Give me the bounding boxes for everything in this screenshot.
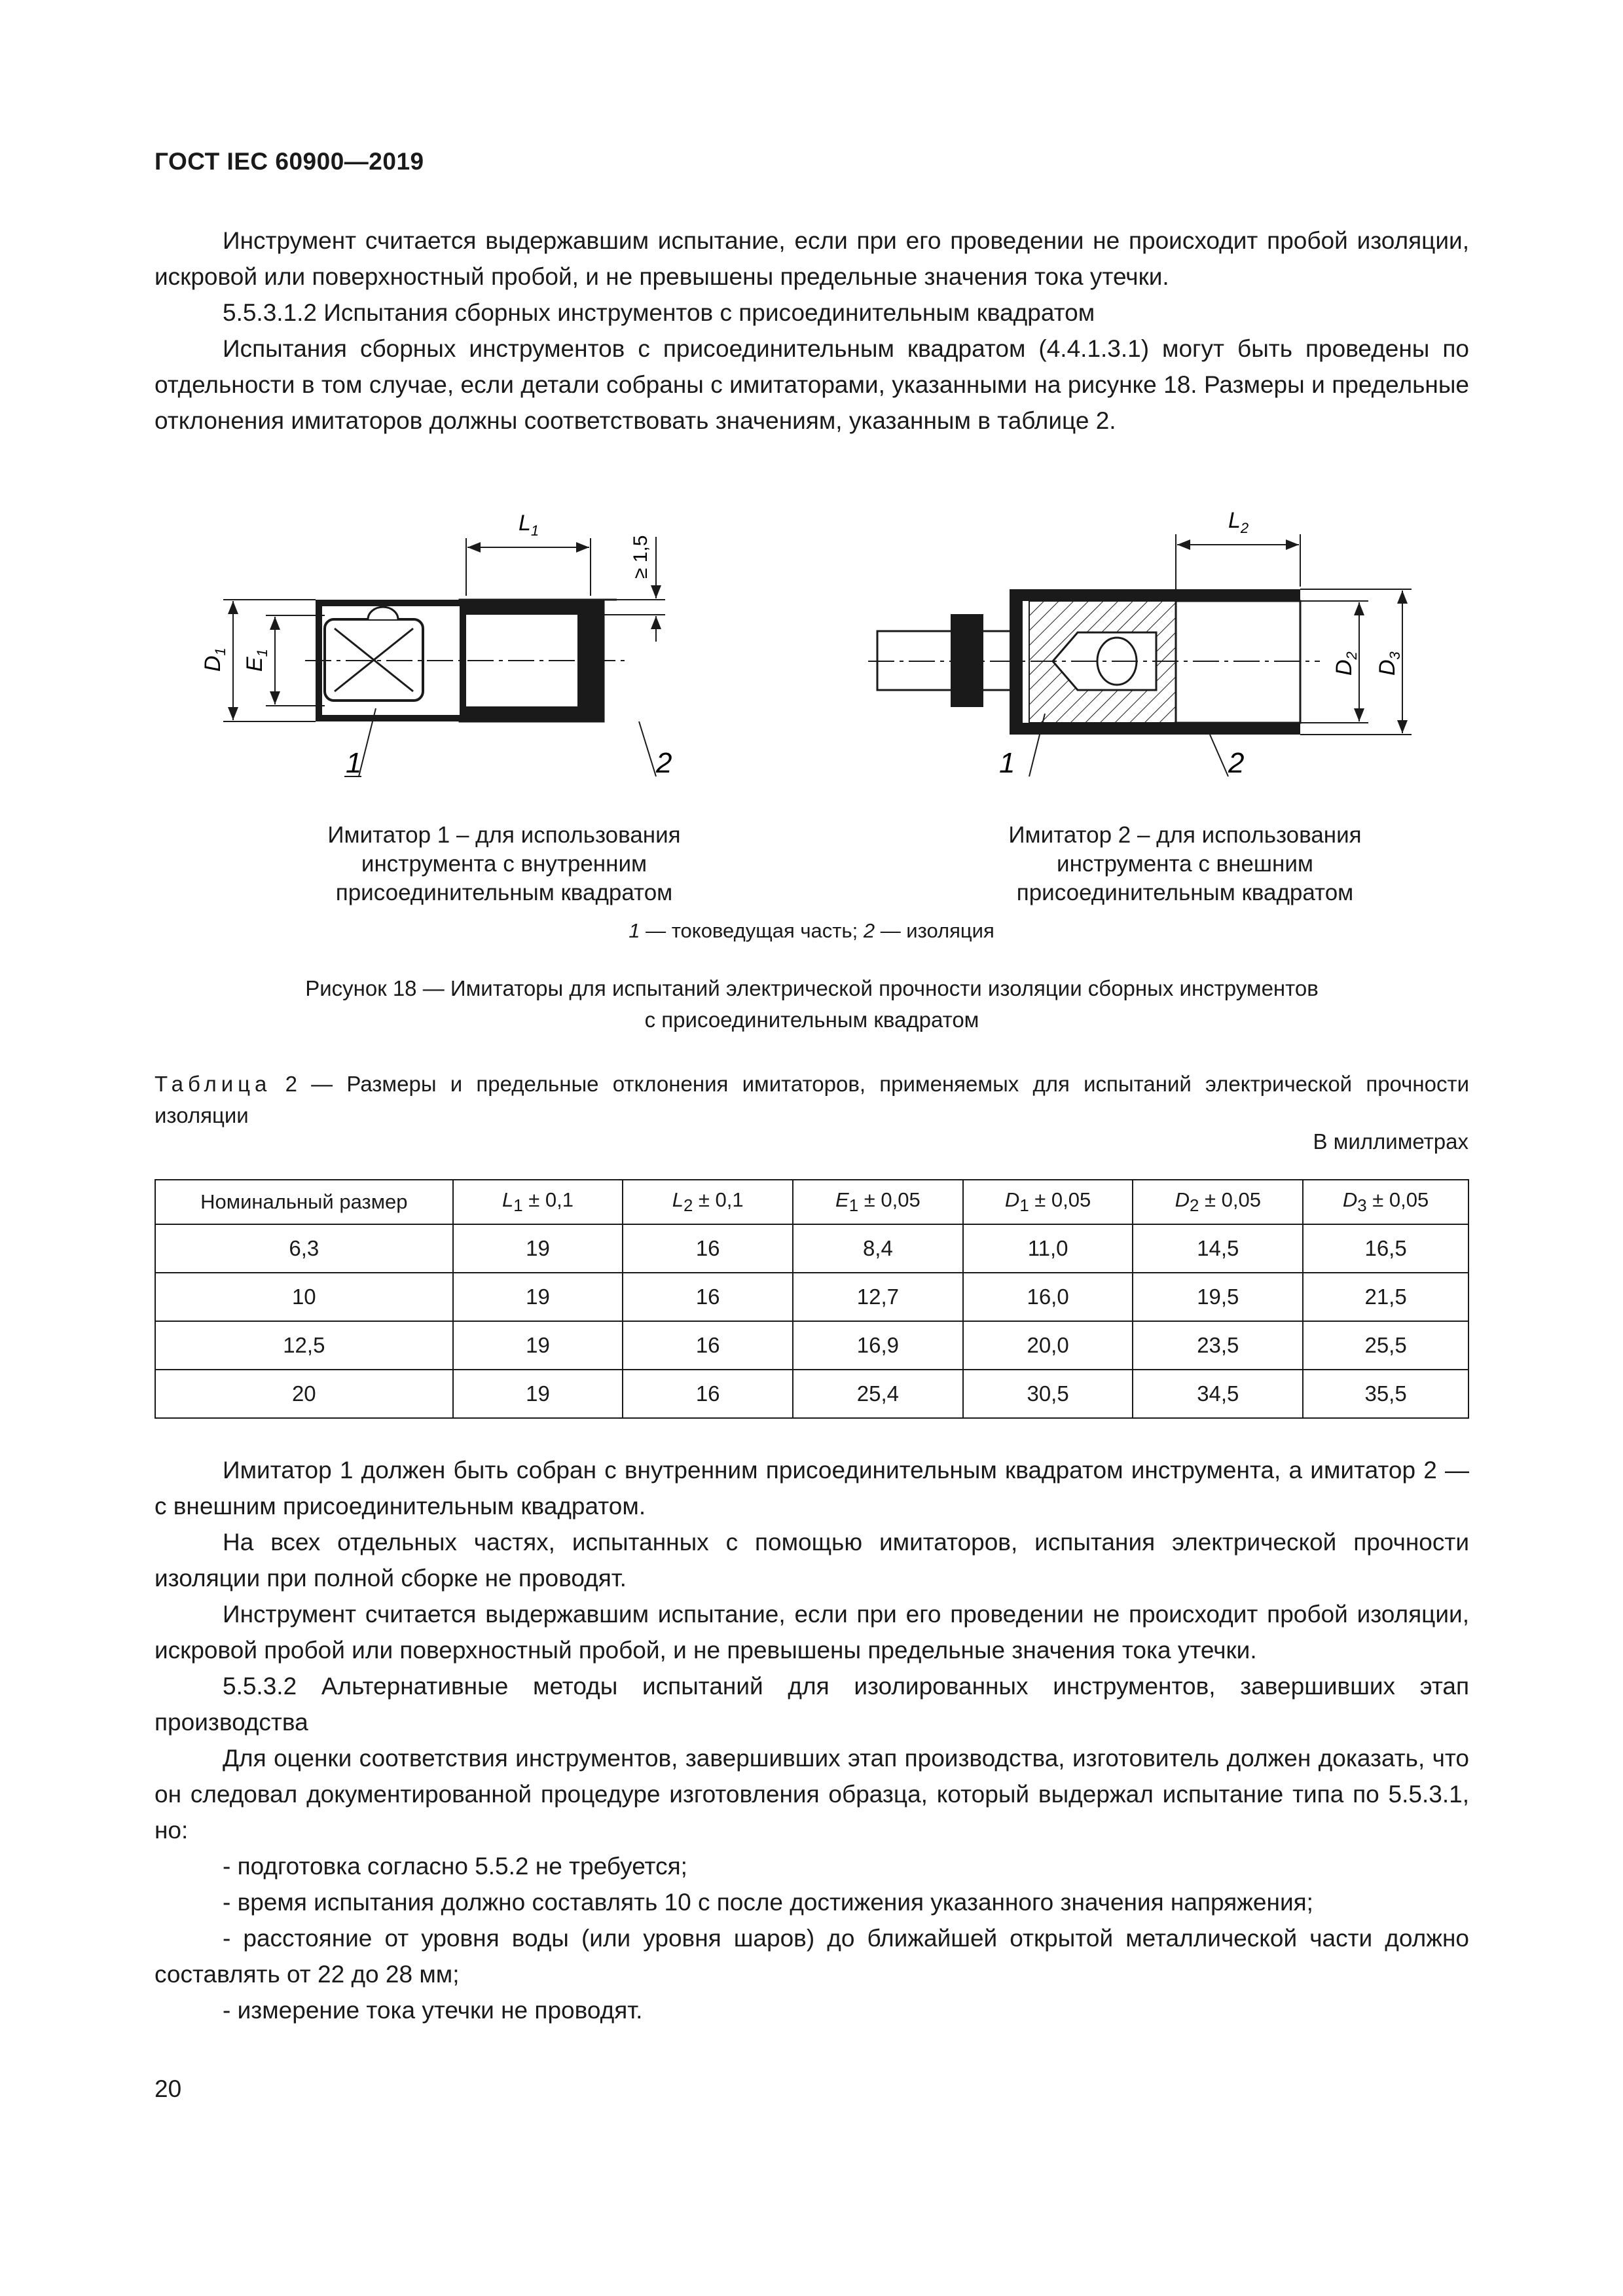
paragraph: Инструмент считается выдержавшим испытание, если при его проведении не происходит пробой изоляции, искровой пробой или поверхностный пробой, и не превышены предельные значения тока утечки. (155, 1601, 1469, 1664)
label-D2: $D_2$ (1332, 651, 1360, 676)
figure-title: Рисунок 18 — Имитаторы для испытаний электрической прочности изоляции сборных инструментов с присоединительным квадратом (305, 976, 1319, 1032)
part-number-1: 1 (999, 747, 1015, 779)
part-number-2: 2 (1228, 747, 1245, 779)
label-D1: $D_1$ (200, 647, 228, 672)
table-cell: 11,0 (963, 1224, 1133, 1273)
label-E1: $E_1$ (242, 649, 270, 672)
section-heading: 5.5.3.1.2 Испытания сборных инструментов с присоединительным квадратом (223, 299, 1095, 326)
table-header-cell: $L_2 \pm 0,1$ (623, 1180, 793, 1224)
table-cell: 34,5 (1133, 1370, 1303, 1418)
table-cell: 19 (453, 1321, 623, 1370)
page-number: 20 (155, 2075, 182, 2102)
table-title: Таблица 2 — Размеры и предельные отклонения имитаторов, применяемых для испытаний электрической прочности изоляции (155, 1072, 1469, 1127)
caption-simulator-1: Имитатор 1 – для использования инструмента с внутренним присоединительным квадратом (327, 822, 681, 905)
table-cell: 19 (453, 1224, 623, 1273)
table-header-cell: $D_2 \pm 0,05$ (1133, 1180, 1303, 1224)
paragraph: Имитатор 1 должен быть собран с внутренним присоединительным квадратом инструмента, а имитатор 2 — с внешним присоединительным квадратом. (155, 1457, 1469, 1520)
table-cell: 23,5 (1133, 1321, 1303, 1370)
table-cell: 30,5 (963, 1370, 1133, 1418)
figure-legend: 1 — токоведущая часть; 2 — изоляция (629, 919, 994, 942)
table-cell: 16 (623, 1321, 793, 1370)
table-header-cell: $D_1 \pm 0,05$ (963, 1180, 1133, 1224)
table-cell: 6,3 (155, 1224, 453, 1273)
list-item: - подготовка согласно 5.5.2 не требуется; (223, 1853, 687, 1880)
table-cell: 16,9 (793, 1321, 963, 1370)
after-table-text (155, 1452, 1469, 2028)
table-row (155, 1273, 1468, 1321)
table-cell: 20,0 (963, 1321, 1133, 1370)
table-cell: 10 (155, 1273, 453, 1321)
table-cell: 16,0 (963, 1273, 1133, 1321)
table-units: В миллиметрах (1313, 1129, 1468, 1154)
table-row (155, 1370, 1468, 1418)
table-cell: 14,5 (1133, 1224, 1303, 1273)
dimensions-table (155, 1179, 1469, 1419)
table-cell: 16 (623, 1224, 793, 1273)
simulator-1 (200, 511, 672, 779)
table-cell: 19 (453, 1273, 623, 1321)
table-header-row (155, 1180, 1468, 1224)
label-L1: $L_1$ (519, 511, 539, 539)
intro-text (155, 223, 1469, 439)
caption-simulator-2: Имитатор 2 – для использования инструмента с внешним присоединительным квадратом (1008, 822, 1362, 905)
table-header-cell: $E_1 \pm 0,05$ (793, 1180, 963, 1224)
table-cell: 16 (623, 1370, 793, 1418)
label-min-thickness: ≥ 1,5 (630, 535, 651, 579)
table-header-cell: Номинальный размер (155, 1180, 453, 1224)
paragraph: На всех отдельных частях, испытанных с помощью имитаторов, испытания электрической прочности изоляции при полной сборке не проводят. (155, 1529, 1469, 1592)
table-cell: 25,4 (793, 1370, 963, 1418)
table-cell: 21,5 (1303, 1273, 1468, 1321)
table-row (155, 1321, 1468, 1370)
label-D3: $D_3$ (1375, 651, 1403, 676)
table-cell: 20 (155, 1370, 453, 1418)
table-cell: 25,5 (1303, 1321, 1468, 1370)
table-cell: 16,5 (1303, 1224, 1468, 1273)
table-cell: 35,5 (1303, 1370, 1468, 1418)
paragraph: Инструмент считается выдержавшим испытание, если при его проведении не происходит пробой изоляции, искровой или поверхностный пробой, и не превышены предельные значения тока утечки. (155, 227, 1469, 290)
label-L2: $L_2$ (1228, 508, 1249, 536)
paragraph: Испытания сборных инструментов с присоединительным квадратом (4.4.1.3.1) могут быть проведены по отдельности в том случае, если детали собраны с имитаторами, указанными на рисунке 18. Размеры и предельные отклонения имитаторов должны соответствовать значениям, указанным в таблице 2. (155, 335, 1469, 434)
list-item: - измерение тока утечки не проводят. (223, 1997, 643, 2024)
table-header-cell: $L_1 \pm 0,1$ (453, 1180, 623, 1224)
document-header: ГОСТ IEC 60900—2019 (155, 148, 424, 175)
table-cell: 8,4 (793, 1224, 963, 1273)
list-item: - расстояние от уровня воды (или уровня шаров) до ближайшей открытой металлической части должно составлять от 22 до 28 мм; (155, 1925, 1469, 1988)
table-cell: 16 (623, 1273, 793, 1321)
table-cell: 19 (453, 1370, 623, 1418)
part-number-2: 2 (656, 747, 672, 779)
list-item: - время испытания должно составлять 10 с после достижения указанного значения напряжения; (223, 1889, 1313, 1916)
table-header-cell: $D_3 \pm 0,05$ (1303, 1180, 1468, 1224)
simulator-2 (868, 508, 1412, 779)
paragraph: Для оценки соответствия инструментов, завершивших этап производства, изготовитель должен доказать, что он следовал документированной процедуре изготовления образца, который выдержал испытание типа по 5.5.3.1, но: (155, 1745, 1469, 1844)
table-cell: 12,7 (793, 1273, 963, 1321)
table-cell: 12,5 (155, 1321, 453, 1370)
section-heading: 5.5.3.2 Альтернативные методы испытаний для изолированных инструментов, завершивших этап производства (155, 1673, 1469, 1736)
part-number-1: 1 (346, 747, 362, 779)
table-cell: 19,5 (1133, 1273, 1303, 1321)
table-row (155, 1224, 1468, 1273)
